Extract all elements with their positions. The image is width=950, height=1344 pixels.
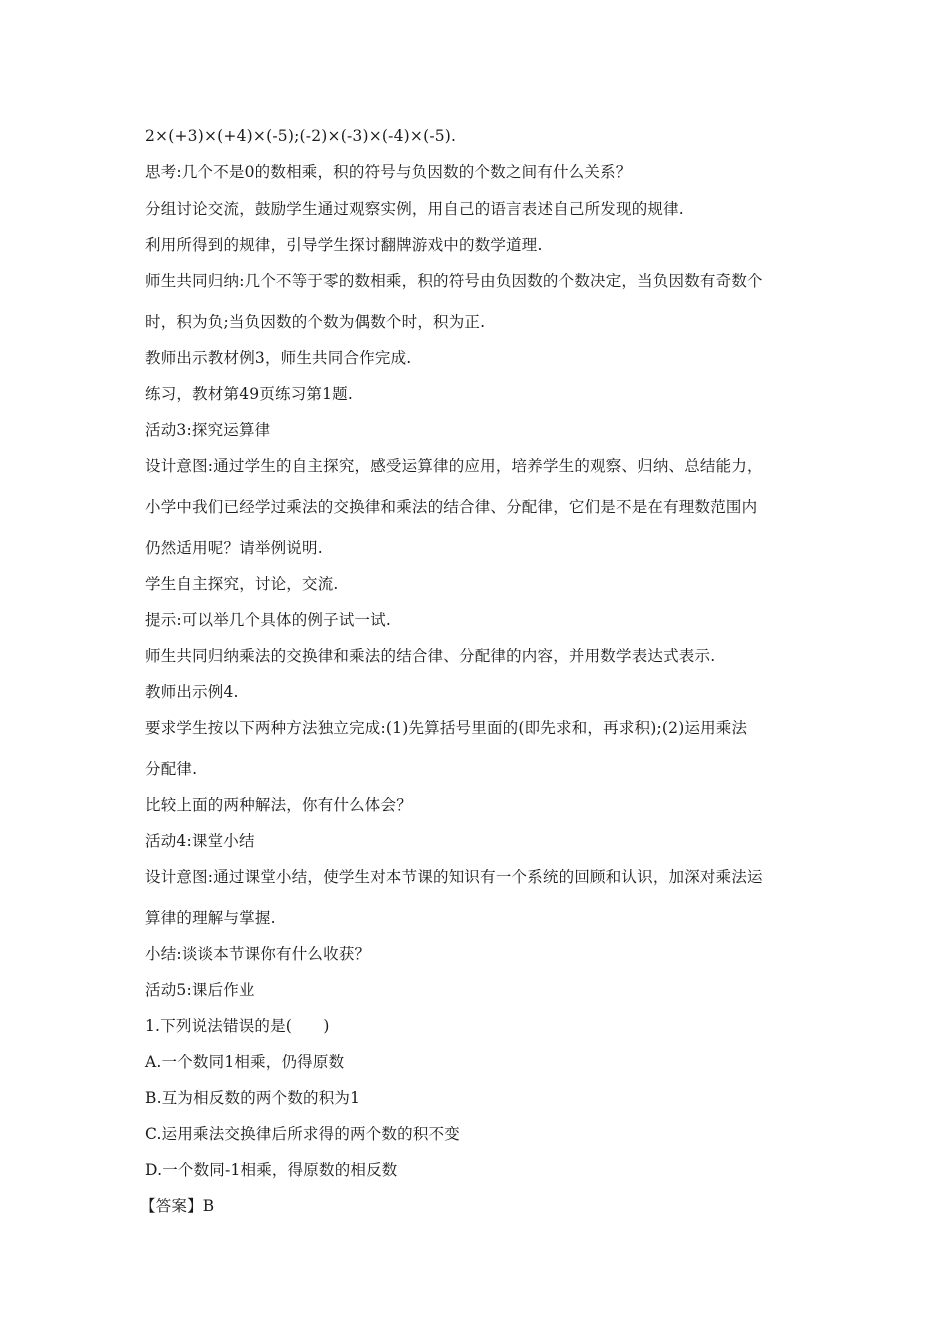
text-line: 2×(+3)×(+4)×(-5);(-2)×(-3)×(-4)×(-5).: [145, 127, 457, 145]
text-line: 小学中我们已经学过乘法的交换律和乘法的结合律、分配律，它们是不是在有理数范围内: [145, 498, 758, 516]
text-line: 学生自主探究，讨论，交流.: [145, 575, 339, 593]
text-line: 提示:可以举几个具体的例子试一试.: [145, 611, 392, 629]
option-a: A.一个数同1相乘，仍得原数: [145, 1053, 345, 1071]
text-line: 练习，教材第49页练习第1题.: [145, 385, 354, 403]
option-c: C.运用乘法交换律后所求得的两个数的积不变: [145, 1125, 460, 1143]
section-heading: 活动5:课后作业: [145, 981, 255, 999]
text-line: 时，积为负;当负因数的个数为偶数个时，积为正.: [145, 313, 486, 331]
text-line: 仍然适用呢？请举例说明.: [145, 539, 323, 557]
section-heading: 活动3:探究运算律: [145, 421, 271, 439]
section-heading: 活动4:课堂小结: [145, 832, 255, 850]
question-stem: 1.下列说法错误的是( ): [145, 1017, 330, 1035]
text-line: 教师出示例4.: [145, 683, 239, 701]
text-line: 算律的理解与掌握.: [145, 909, 276, 927]
answer-line: 【答案】B: [140, 1197, 215, 1215]
text-line: 分组讨论交流，鼓励学生通过观察实例，用自己的语言表述自己所发现的规律.: [145, 200, 684, 218]
text-line: 利用所得到的规律，引导学生探讨翻牌游戏中的数学道理.: [145, 236, 543, 254]
text-line: 要求学生按以下两种方法独立完成:(1)先算括号里面的(即先求和，再求积);(2)运用乘法: [145, 719, 748, 737]
text-line: 师生共同归纳乘法的交换律和乘法的结合律、分配律的内容，并用数学表达式表示.: [145, 647, 716, 665]
option-d: D.一个数同-1相乘，得原数的相反数: [145, 1161, 398, 1179]
text-line: 比较上面的两种解法，你有什么体会？: [145, 796, 412, 814]
text-line: 小结:谈谈本节课你有什么收获？: [145, 945, 371, 963]
text-line: 师生共同归纳:几个不等于零的数相乘，积的符号由负因数的个数决定，当负因数有奇数个: [145, 272, 763, 290]
text-line: 设计意图:通过学生的自主探究，感受运算律的应用，培养学生的观察、归纳、总结能力，: [145, 457, 763, 475]
text-line: 设计意图:通过课堂小结，使学生对本节课的知识有一个系统的回顾和认识，加深对乘法运: [145, 868, 763, 886]
text-line: 教师出示教材例3，师生共同合作完成.: [145, 349, 412, 367]
text-line: 分配律.: [145, 760, 198, 778]
text-line: 思考:几个不是0的数相乘，积的符号与负因数的个数之间有什么关系？: [145, 163, 632, 181]
option-b: B.互为相反数的两个数的积为1: [145, 1089, 361, 1107]
